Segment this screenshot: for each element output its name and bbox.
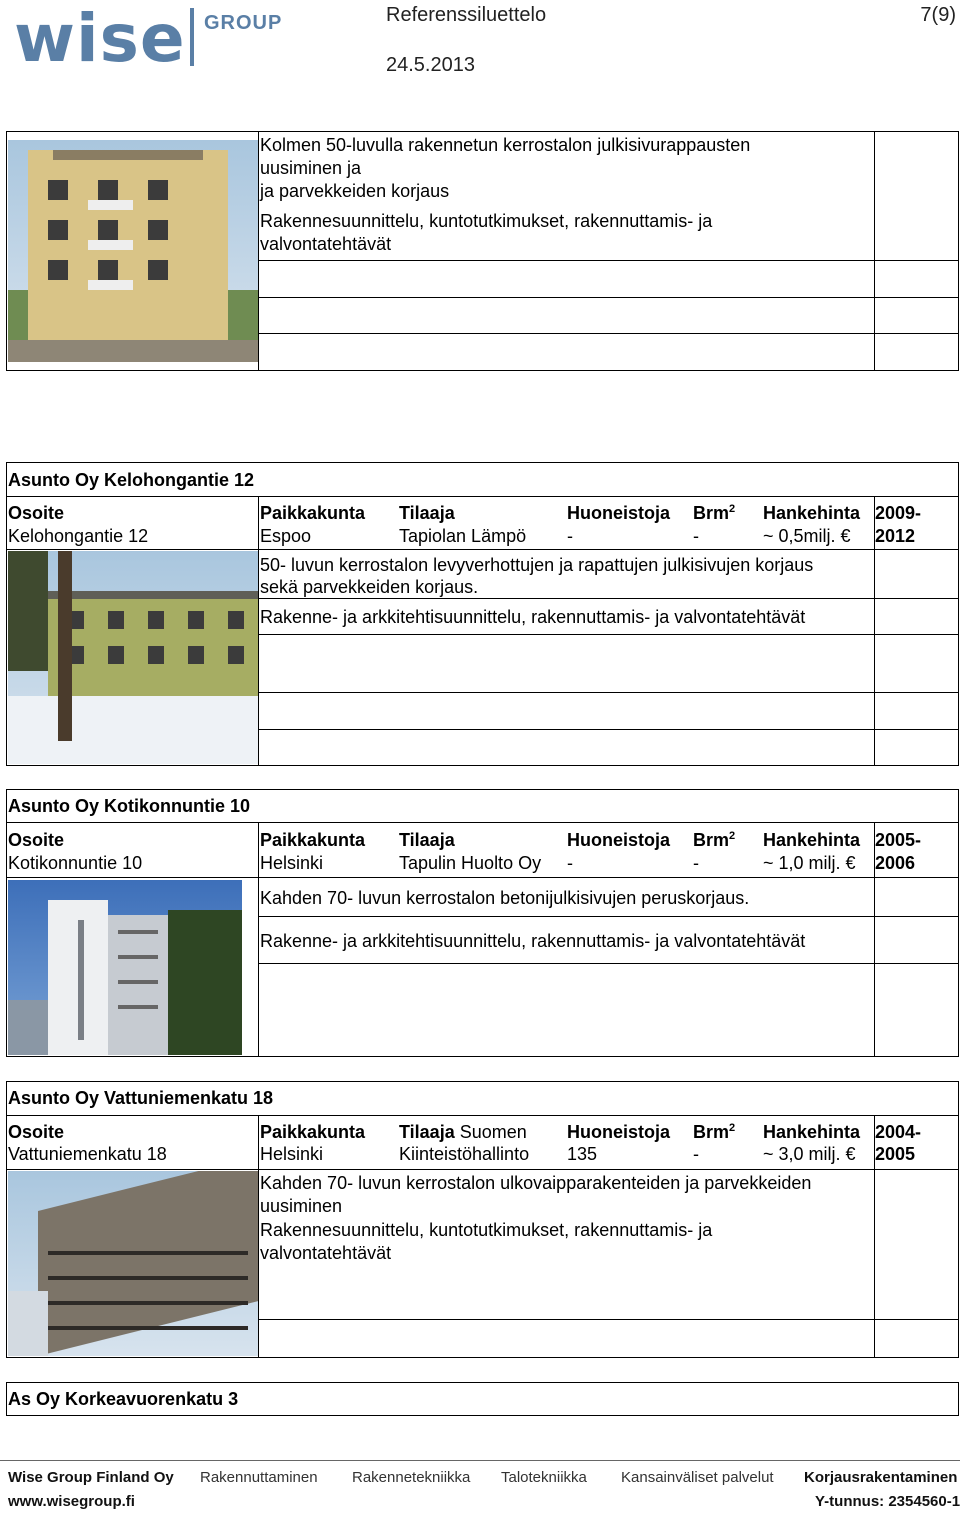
project-services-line: valvontatehtävät	[260, 234, 392, 254]
years-start: 2009-	[875, 503, 922, 523]
address-value: Vattuniemenkatu 18	[8, 1144, 167, 1164]
city-value: Helsinki	[260, 1144, 324, 1164]
footer-divider	[0, 1460, 960, 1461]
brm-label: Brm$^2$	[693, 503, 736, 523]
city-label: Paikkakunta	[260, 1122, 366, 1142]
footer-business-id: Y-tunnus: 2354560-1	[815, 1493, 960, 1510]
project-description-line: Kolmen 50-luvulla rakennetun kerrostalon julkisivurappausten	[260, 135, 751, 155]
logo-divider	[190, 8, 194, 66]
years-end: 2012	[875, 526, 916, 546]
apartments-label: Huoneistoja	[567, 1122, 671, 1142]
project-services: Rakenne- ja arkkitehtisuunnittelu, rakennuttamis- ja valvontatehtävät	[260, 931, 806, 951]
footer-company: Wise Group Finland Oy	[8, 1469, 174, 1486]
client-label: Tilaaja	[399, 503, 455, 523]
project-services-line: Rakennesuunnittelu, kuntotutkimukset, rakennuttamis- ja	[260, 1220, 713, 1240]
brm-value: -	[693, 1144, 699, 1164]
project-name: As Oy Korkeavuorenkatu 3	[8, 1389, 239, 1409]
cost-label: Hankehinta	[763, 503, 861, 523]
city-label: Paikkakunta	[260, 503, 366, 523]
apartments-value: -	[567, 526, 573, 546]
address-value: Kotikonnuntie 10	[8, 853, 143, 873]
building-photo-0	[8, 140, 258, 362]
document-title: Referenssiluettelo	[386, 4, 547, 26]
brm-value: -	[693, 853, 699, 873]
footer-service: Talotekniikka	[501, 1469, 587, 1486]
years-end: 2005	[875, 1144, 916, 1164]
building-photo-3	[8, 1171, 258, 1356]
project-description-line: 50- luvun kerrostalon levyverhottujen ja rapattujen julkisivujen korjaus	[260, 555, 814, 575]
building-photo-1	[8, 551, 258, 764]
project-description-line: uusiminen	[260, 1196, 343, 1216]
project-name: Asunto Oy Kelohongantie 12	[8, 470, 255, 490]
project-description-line: Kahden 70- luvun kerrostalon ulkovaipparakenteiden ja parvekkeiden	[260, 1173, 812, 1193]
cost-value: ~ 1,0 milj. €	[763, 853, 856, 873]
address-value: Kelohongantie 12	[8, 526, 149, 546]
client-value: Tapiolan Lämpö	[399, 526, 527, 546]
client-label: Tilaaja	[399, 830, 455, 850]
logo-wordmark: wise	[14, 0, 186, 77]
footer-service-highlight: Korjausrakentaminen	[804, 1469, 958, 1486]
apartments-value: 135	[567, 1144, 598, 1164]
project-description-line: uusiminen ja	[260, 158, 362, 178]
city-value: Espoo	[260, 526, 312, 546]
brm-label: Brm$^2$	[693, 830, 736, 850]
address-label: Osoite	[8, 830, 65, 850]
brm-value: -	[693, 526, 699, 546]
project-services-line: Rakennesuunnittelu, kuntotutkimukset, rakennuttamis- ja	[260, 211, 713, 231]
client-label: Tilaaja	[399, 1122, 455, 1142]
years-start: 2004-	[875, 1122, 922, 1142]
client-value-line2: Kiinteistöhallinto	[399, 1144, 530, 1164]
project-description-line: Kahden 70- luvun kerrostalon betonijulkisivujen peruskorjaus.	[260, 888, 750, 908]
apartments-label: Huoneistoja	[567, 503, 671, 523]
document-date: 24.5.2013	[386, 54, 475, 76]
client-value: Tapulin Huolto Oy	[399, 853, 542, 873]
footer-service: Rakennetekniikka	[352, 1469, 471, 1486]
page-number: 7(9)	[920, 4, 956, 26]
client-value: Suomen	[459, 1122, 527, 1142]
cost-label: Hankehinta	[763, 1122, 861, 1142]
years-end: 2006	[875, 853, 916, 873]
project-name: Asunto Oy Kotikonnuntie 10	[8, 796, 251, 816]
brm-label: Brm$^2$	[693, 1122, 736, 1142]
cost-label: Hankehinta	[763, 830, 861, 850]
project-services: Rakenne- ja arkkitehtisuunnittelu, rakennuttamis- ja valvontatehtävät	[260, 607, 806, 627]
address-label: Osoite	[8, 503, 65, 523]
project-description-line: sekä parvekkeiden korjaus.	[260, 577, 479, 597]
address-label: Osoite	[8, 1122, 65, 1142]
city-value: Helsinki	[260, 853, 324, 873]
cost-value: ~ 3,0 milj. €	[763, 1144, 856, 1164]
cost-value: ~ 0,5milj. €	[763, 526, 851, 546]
years-start: 2005-	[875, 830, 922, 850]
building-photo-2	[8, 880, 242, 1055]
project-name: Asunto Oy Vattuniemenkatu 18	[8, 1088, 274, 1108]
city-label: Paikkakunta	[260, 830, 366, 850]
footer-website[interactable]: www.wisegroup.fi	[8, 1493, 135, 1510]
apartments-label: Huoneistoja	[567, 830, 671, 850]
project-services-line: valvontatehtävät	[260, 1243, 392, 1263]
apartments-value: -	[567, 853, 573, 873]
footer-service: Kansainväliset palvelut	[621, 1469, 774, 1486]
project-description-line: ja parvekkeiden korjaus	[260, 181, 450, 201]
logo-group-text: GROUP	[204, 12, 283, 34]
client-field	[399, 1121, 527, 1143]
footer-service: Rakennuttaminen	[200, 1469, 318, 1486]
